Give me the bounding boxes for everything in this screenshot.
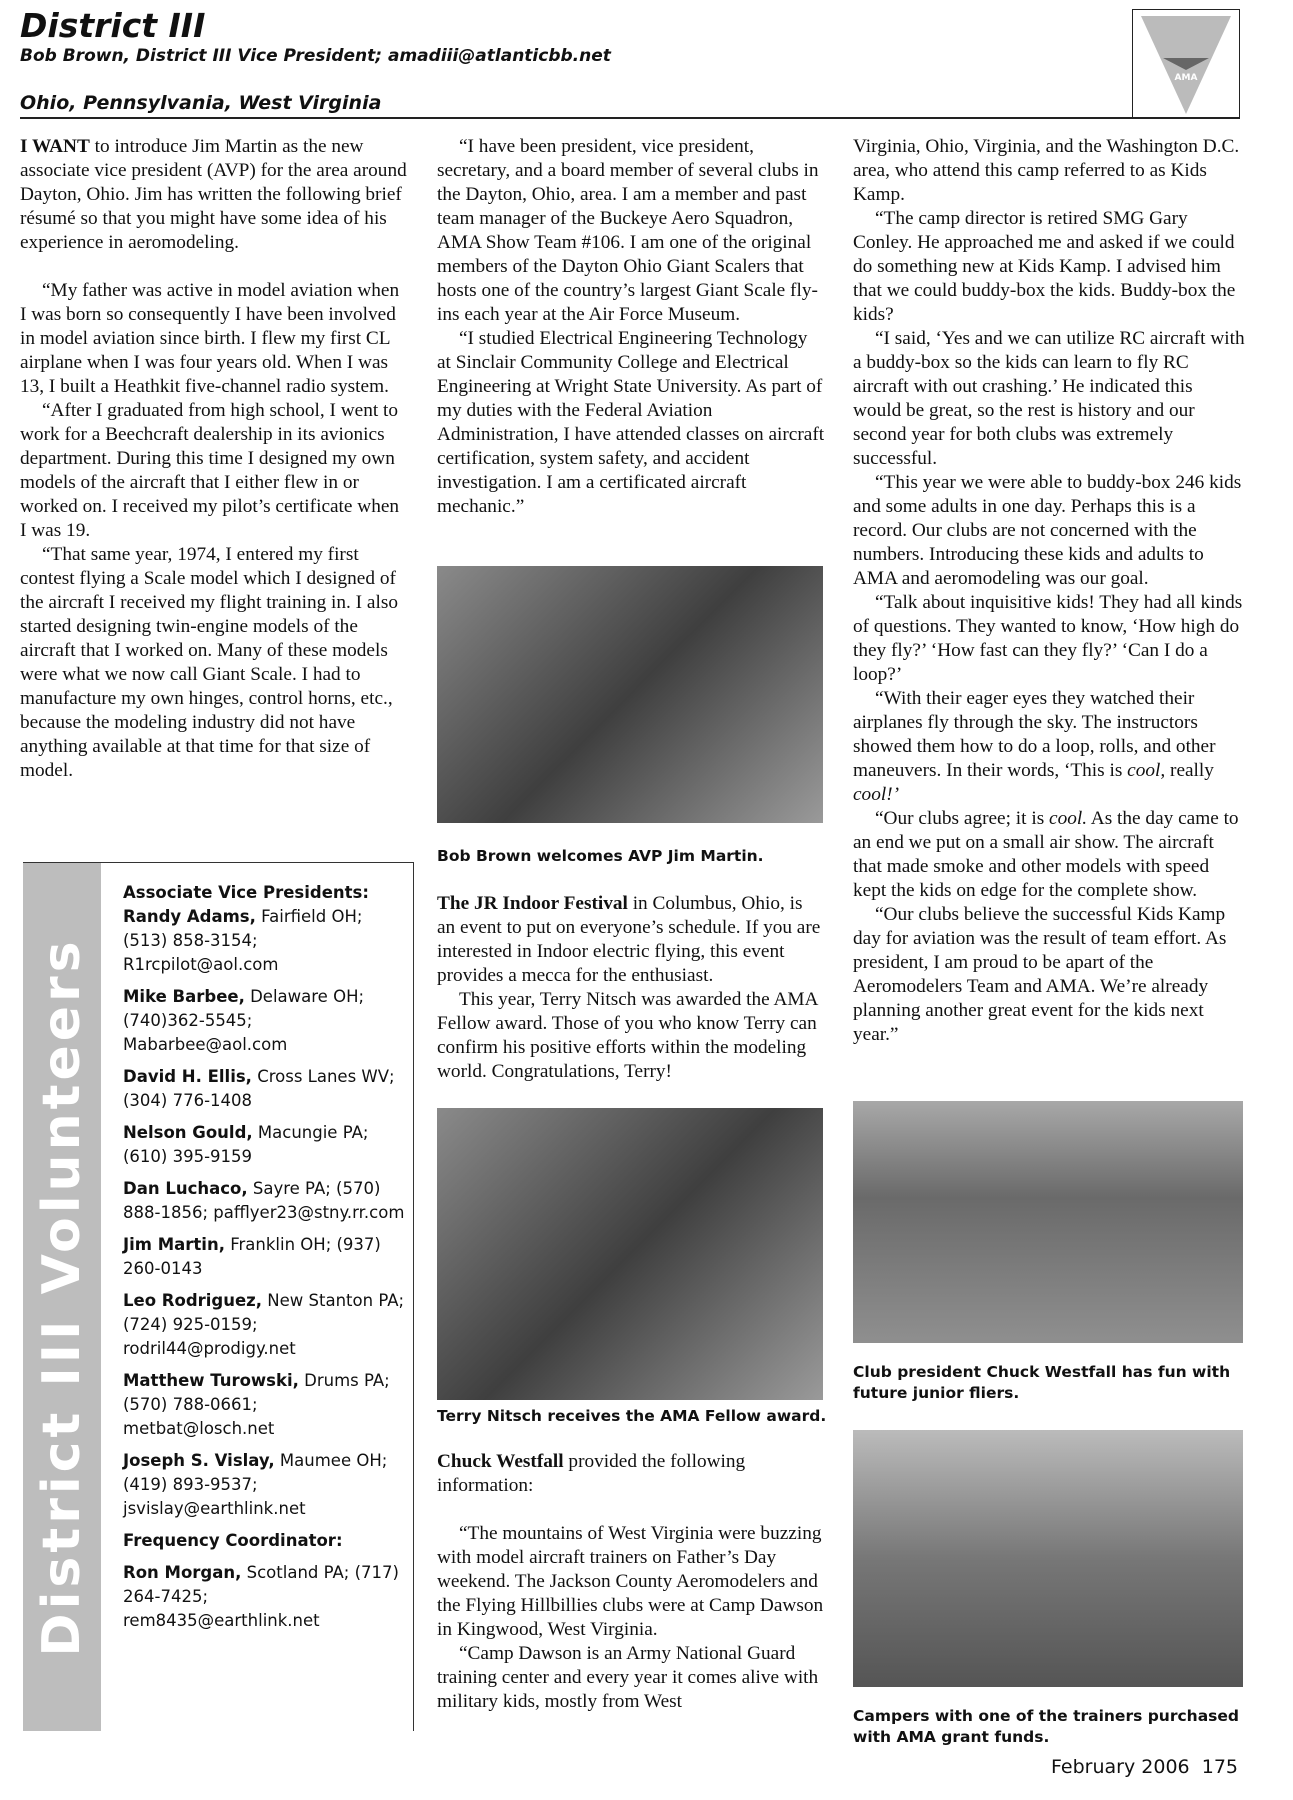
page-footer <box>1051 1756 1238 1778</box>
svg-text:AMA: AMA <box>1174 73 1198 83</box>
column-2-middle <box>437 892 825 1084</box>
volunteer-name: Dan Luchaco, <box>123 1179 248 1198</box>
volunteer-details: New Stanton PA; (724) 925-0159; rodril44@prodigy.net <box>123 1291 405 1358</box>
header-rule <box>20 117 1240 119</box>
text: in Columbus, Ohio, is an event to put on everyone’s schedule. If you are interested in Indoor electric flying, this event provides a mecca for the enthusiast. <box>437 893 821 986</box>
column-2-top <box>437 135 825 519</box>
paragraph: “That same year, 1974, I entered my first contest flying a Scale model which I designed of the aircraft I received my flight training in. I also started designing twin-engine models of the aircraft that I worked on. Many of these models were what we now call Giant Scale. I had to manufacture my own hinges, control horns, etc., because the modeling industry did not have anything available at that time for that size of model. <box>20 544 398 781</box>
text: cool, <box>1127 760 1166 781</box>
paragraph: “Our clubs believe the successful Kids Kamp day for aviation was the result of team effort. As president, I am proud to be apart of the Aeromodelers Team and AMA. We’re already planning another great event for the kids next year.” <box>853 904 1227 1045</box>
volunteers-band-title: District III Volunteers <box>32 937 92 1657</box>
photo-terry-nitsch <box>437 1108 823 1400</box>
photo-bob-brown-jim-martin <box>437 566 823 823</box>
volunteer-entry <box>123 1233 408 1281</box>
lead-in: Chuck Westfall <box>437 1451 564 1472</box>
column-2-bottom <box>437 1450 825 1714</box>
volunteer-name: Ron Morgan, <box>123 1563 242 1582</box>
text: cool. <box>1049 808 1088 829</box>
volunteer-details: Delaware OH; (740)362-5545; Mabarbee@aol.com <box>123 987 365 1054</box>
paragraph: “This year we were able to buddy-box 246 kids and some adults in one day. Perhaps this is a record. Our clubs are not concerned with the numbers. Introducing these kids and adults to AMA and aeromodeling was our goal. <box>853 472 1242 589</box>
page-number: 175 <box>1201 1756 1238 1778</box>
volunteer-name: Joseph S. Vislay, <box>123 1451 275 1470</box>
volunteer-entry <box>123 1369 408 1441</box>
volunteers-band <box>23 863 101 1731</box>
volunteer-name: Matthew Turowski, <box>123 1371 299 1390</box>
frequency-heading: Frequency Coordinator: <box>123 1531 343 1550</box>
paragraph: “After I graduated from high school, I went to work for a Beechcraft dealership in its avionics department. During this time I designed my own models of the aircraft that I either flew in or worked on. I received my pilot’s certificate when I was 19. <box>20 400 400 541</box>
volunteer-name: Mike Barbee, <box>123 987 245 1006</box>
volunteer-entry <box>123 1121 408 1169</box>
text: cool!’ <box>853 784 900 805</box>
issue-date: February 2006 <box>1051 1756 1190 1778</box>
column-1 <box>20 135 408 783</box>
lead-in: The JR Indoor Festival <box>437 893 628 914</box>
text: to introduce Jim Martin as the new associate vice president (AVP) for the area around Dayton, Ohio. Jim has written the following brief résumé so that you might have some idea of his experience in aeromodeling. <box>20 136 407 253</box>
volunteer-details: Drums PA; (570) 788-0661; metbat@losch.net <box>123 1371 390 1438</box>
volunteer-details: Cross Lanes WV; (304) 776-1408 <box>123 1067 395 1110</box>
volunteer-details: Maumee OH; (419) 893-9537; jsvislay@earthlink.net <box>123 1451 388 1518</box>
lead-in: I WANT <box>20 136 90 157</box>
volunteer-name: Randy Adams, <box>123 907 256 926</box>
photo-caption: Terry Nitsch receives the AMA Fellow award. <box>437 1407 827 1425</box>
volunteer-details: Scotland PA; (717) 264-7425; rem8435@earthlink.net <box>123 1563 399 1630</box>
paragraph <box>853 807 1245 903</box>
volunteer-entry <box>123 1289 408 1361</box>
volunteer-name: David H. Ellis, <box>123 1067 252 1086</box>
column-3 <box>853 135 1245 1047</box>
paragraph: “Talk about inquisitive kids! They had all kinds of questions. They wanted to know, ‘How high do they fly?’ ‘How fast can they fly?’ ‘Can I do a loop?’ <box>853 592 1243 685</box>
volunteer-entry <box>123 905 408 977</box>
paragraph: “I have been president, vice president, secretary, and a board member of several clubs in the Dayton, Ohio, area. I am a member and past team manager of the Buckeye Aero Squadron, AMA Show Team #106. I am one of the original members of the Dayton Ohio Giant Scalers that hosts one of the country’s largest Giant Scale fly-ins each year at the Air Force Museum. <box>437 136 819 325</box>
paragraph <box>437 1450 825 1498</box>
district-logo <box>1132 9 1240 118</box>
district-states: Ohio, Pennsylvania, West Virginia <box>20 92 382 114</box>
photo-caption: Campers with one of the trainers purchased with AMA grant funds. <box>853 1707 1239 1746</box>
text: really <box>1165 760 1214 781</box>
volunteer-entry <box>123 1065 408 1113</box>
paragraph: “My father was active in model aviation when I was born so consequently I have been involved in model aviation since birth. I flew my first CL airplane when I was four years old. When I was 13, I built a Heathkit five-channel radio system. <box>20 280 400 397</box>
paragraph: This year, Terry Nitsch was awarded the AMA Fellow award. Those of you who know Terry can confirm his positive efforts within the modeling world. Congratulations, Terry! <box>437 989 818 1082</box>
paragraph: “The camp director is retired SMG Gary Conley. He approached me and asked if we could do something new at Kids Kamp. I advised him that we could buddy-box the kids. Buddy-box the kids? <box>853 208 1236 325</box>
volunteer-details: Franklin OH; (937) 260-0143 <box>123 1235 381 1278</box>
volunteer-name: Leo Rodriguez, <box>123 1291 263 1310</box>
page-title: District III <box>20 6 206 45</box>
photo-caption: Bob Brown welcomes AVP Jim Martin. <box>437 847 764 865</box>
text: “Our clubs agree; it is <box>875 808 1050 829</box>
paragraph: Virginia, Ohio, Virginia, and the Washington D.C. area, who attend this camp referred to as Kids Kamp. <box>853 136 1240 205</box>
paragraph: “The mountains of West Virginia were buzzing with model aircraft trainers on Father’s Day weekend. The Jackson County Aeromodelers and the Flying Hillbillies clubs were at Camp Dawson in Kingwood, West Virginia. <box>437 1523 824 1640</box>
volunteer-details: Macungie PA; (610) 395-9159 <box>123 1123 369 1166</box>
volunteer-details: Fairfield OH; (513) 858-3154; R1rcpilot@aol.com <box>123 907 363 974</box>
paragraph <box>853 687 1245 807</box>
volunteer-entry <box>123 1561 408 1633</box>
volunteer-entry <box>123 1449 408 1521</box>
volunteer-entry <box>123 1177 408 1225</box>
volunteer-name: Jim Martin, <box>123 1235 225 1254</box>
text: As the day came to an end we put on a small air show. The aircraft that made smoke and other models with speed kept the kids on edge for the complete show. <box>853 808 1239 901</box>
vice-president-line: Bob Brown, District III Vice President; amadiii@atlanticbb.net <box>20 46 611 66</box>
volunteers-box <box>23 862 414 1731</box>
volunteer-name: Nelson Gould, <box>123 1123 253 1142</box>
photo-campers-trainer <box>853 1430 1243 1687</box>
paragraph: “I studied Electrical Engineering Technology at Sinclair Community College and Electrical Engineering at Wright State University. As part of my duties with the Federal Aviation Administration, I have attended classes on aircraft certification, system safety, and accident investigation. I am a certificated aircraft mechanic.” <box>437 328 825 517</box>
volunteers-list <box>123 881 408 1641</box>
intro-paragraph <box>20 135 408 255</box>
paragraph <box>437 892 825 988</box>
paragraph: “I said, ‘Yes and we can utilize RC aircraft with a buddy-box so the kids can learn to fly RC aircraft with out crashing.’ He indicated this would be great, so the rest is history and our second year for both clubs was extremely successful. <box>853 328 1245 469</box>
text: “With their eager eyes they watched their airplanes fly through the sky. The instructors showed them how to do a loop, rolls, and other maneuvers. In their words, ‘This is <box>853 688 1216 781</box>
text: provided the following information: <box>437 1451 746 1496</box>
volunteer-details: Sayre PA; (570) 888-1856; pafflyer23@stny.rr.com <box>123 1179 405 1222</box>
photo-caption: Club president Chuck Westfall has fun with future junior fliers. <box>853 1363 1231 1402</box>
avp-heading: Associate Vice Presidents: <box>123 883 369 902</box>
volunteer-entry <box>123 985 408 1057</box>
photo-chuck-westfall-kids <box>853 1101 1243 1343</box>
paragraph: “Camp Dawson is an Army National Guard training center and every year it comes alive with military kids, mostly from West <box>437 1643 819 1712</box>
